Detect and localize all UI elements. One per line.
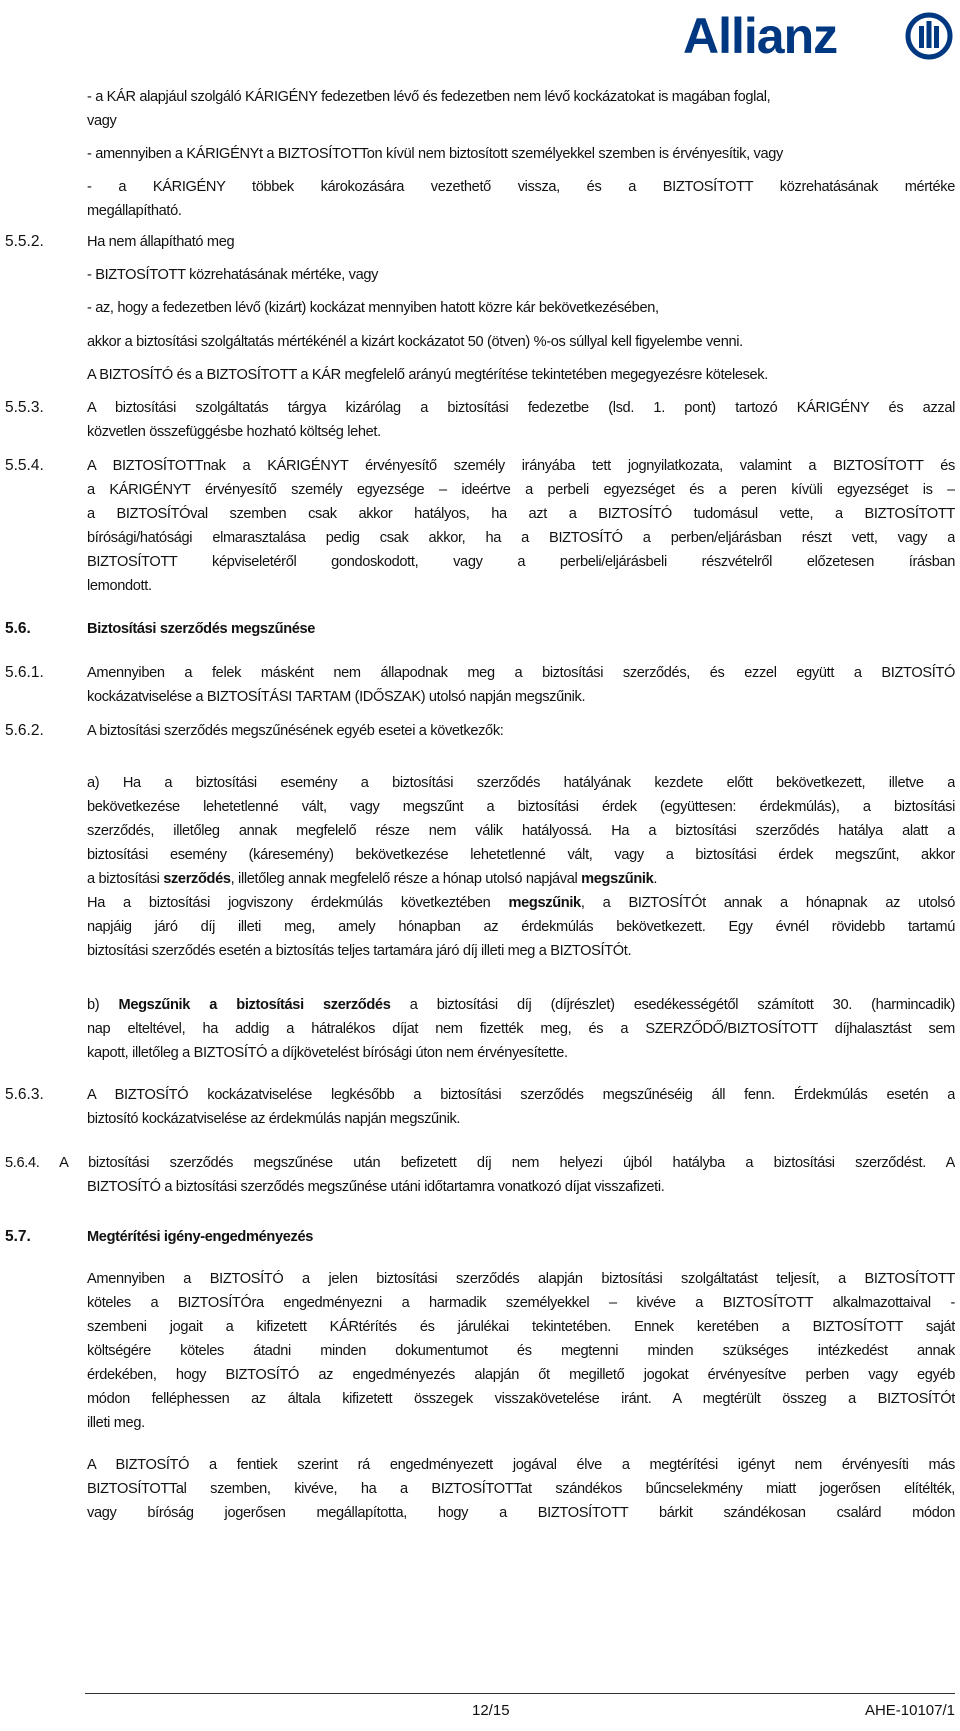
section-number: 5.6.1. [5,664,44,681]
text-line: biztosító kockázatviselése az érdekmúlás napján megszűnik. [87,1111,461,1127]
text-line: napjáig járó díj illeti meg, amely hónapban az érdekmúlás bekövetkezett. Egy évnél rövidebb tartamú [87,919,955,935]
text-line: A biztosítási szerződés megszűnésének egyéb esetei a következők: [87,723,504,739]
text-line: 5.6.4. A biztosítási szerződés megszűnése után befizetett díj nem helyezi újból hatályba a biztosítási szerződést. A [5,1155,955,1171]
text-line: a KÁRIGÉNYT érvényesítő személy egyezsége – ideértve a perbeli egyezséget és a peren kívüli egyezséget is – [87,482,955,498]
text-line: biztosítási esemény (káresemény) bekövetkezése lehetetlenné vált, vagy a biztosítási érdek megszűnt, akkor [87,847,955,863]
text-line [87,891,955,915]
section-number: 5.7. [5,1228,31,1245]
text-run: , illetőleg annak megfelelő része a hónap utolsó napjával [230,871,582,887]
text-line: - az, hogy a fedezetben lévő (kizárt) kockázat mennyiben hatott közre kár bekövetkezésében, [87,300,659,316]
text-line: - amennyiben a KÁRIGÉNYt a BIZTOSÍTOTTon kívül nem biztosított személyekkel szemben is érvényesítik, vagy [87,146,783,162]
text-line: megállapítható. [87,203,182,219]
text-line: költségére köteles átadni minden dokumentumot és megtenni minden szükséges intézkedést annak [87,1343,955,1359]
text-line: lemondott. [87,578,152,594]
text-run: a biztosítási [87,871,164,887]
text-line: vagy bíróság jogerősen megállapította, hogy a BIZTOSÍTOTT bárkit szándékosan csalárd módon [87,1505,955,1521]
text-line: vagy [87,113,117,129]
text-line: biztosítási szerződés esetén a biztosítás teljes tartamára járó díj illeti meg a BIZTOSÍTÓt. [87,943,632,959]
section-number: 5.6. [5,620,31,637]
text-line: A BIZTOSÍTÓ kockázatviselése legkésőbb a biztosítási szerződés megszűnéséig áll fenn. Érdekmúlás esetén a [87,1087,955,1103]
text-line: akkor a biztosítási szolgáltatás mértékénél a kizárt kockázatot 50 (ötven) %-os súllyal kell figyelembe venni. [87,334,743,350]
footer-divider [85,1693,955,1694]
section-number: 5.5.3. [5,399,44,416]
text-line: - a KÁR alapjául szolgáló KÁRIGÉNY fedezetben lévő és fedezetben nem lévő kockázatokat is magában foglal, [87,89,771,105]
text-line: - a KÁRIGÉNY többek károkozására vezethető vissza, és a BIZTOSÍTOTT közrehatásának mértéke [87,179,955,195]
text-line: szerződés, illetőleg annak megfelelő része nem válik hatályossá. Ha a biztosítási szerződés hatálya alatt a [87,823,955,839]
text-run: a biztosítási díj (díjrészlet) esedékességétől számított 30. (harmincadik) [390,997,955,1013]
text-line: A BIZTOSÍTOTTnak a KÁRIGÉNYT érvényesítő személy irányába tett jognyilatkozata, valamint a BIZTOSÍTOTT és [87,458,955,474]
text-run-bold: megszűnik [508,895,581,911]
text-line: bírósági/hatósági elmarasztalása pedig csak akkor, ha a BIZTOSÍTÓ a perben/eljárásban részt vett, vagy a [87,530,955,546]
text-line: A BIZTOSÍTÓ a fentiek szerint rá engedményezett jogával élve a megtérítési igényt nem érvényesíti más [87,1457,955,1473]
text-run-bold: megszűnik [581,871,654,887]
text-line: szembeni jogait a kifizetett KÁRtérítés és járulékai tekintetében. Ennek keretében a BIZTOSÍTOTT saját [87,1319,955,1335]
text-run: , a BIZTOSÍTÓt annak a hónapnak az utolsó [580,895,955,911]
text-line: A biztosítási szolgáltatás tárgya kizárólag a biztosítási fedezetbe (lsd. 1. pont) tartozó KÁRIGÉNY és azzal [87,400,955,416]
text-line: illeti meg. [87,1415,145,1431]
text-line: bekövetkezése lehetetlenné vált, vagy megszűnt a biztosítási érdek (együttesen: érdekmúlás), a biztosítási [87,799,955,815]
text-line: közvetlen összefüggésbe hozható költség lehet. [87,424,381,440]
page-number: 12/15 [472,1702,510,1719]
text-line: - BIZTOSÍTOTT közrehatásának mértéke, vagy [87,267,379,283]
text-line: BIZTOSÍTOTT képviseletéről gondoskodott, vagy a perbeli/eljárásbeli részvételről előzetesen írásban [87,554,955,570]
brand-wordmark: Allianz [683,8,838,64]
text-line: BIZTOSÍTOTTal szemben, kivéve, ha a BIZTOSÍTOTTat szándékos bűncselekmény miatt jogerősen elítélték, [87,1481,955,1497]
text-line: BIZTOSÍTÓ a biztosítási szerződés megszűnése utáni időtartamra vonatkozó díjat visszafizeti. [87,1179,665,1195]
section-heading: Megtérítési igény-engedményezés [87,1229,313,1245]
allianz-eagle-icon [905,12,953,60]
section-number: 5.5.4. [5,457,44,474]
text-run-bold: Megszűnik a biztosítási szerződés [118,997,391,1013]
document-code: AHE-10107/1 [864,1702,955,1719]
text-line: Ha nem állapítható meg [87,234,235,250]
section-number: 5.5.2. [5,233,44,250]
text-run: Ha a biztosítási jogviszony érdekmúlás következtében [87,895,509,911]
section-number: 5.6.3. [5,1086,44,1103]
text-run-bold: szerződés [163,871,231,887]
text-line: a) Ha a biztosítási esemény a biztosítási szerződés hatályának kezdete előtt bekövetkezett, illetve a [87,775,955,791]
allianz-logo [683,6,953,66]
text-run: . [653,871,658,887]
text-line: kapott, illetőleg a BIZTOSÍTÓ a díjkövetelést bírósági úton nem érvényesítette. [87,1045,568,1061]
text-line [87,867,955,891]
text-line: nap elteltével, ha addig a hátralékos díjat nem fizették meg, és a SZERZŐDŐ/BIZTOSÍTOTT díjhalasztást sem [87,1021,955,1037]
text-line: a BIZTOSÍTÓval szemben csak akkor hatályos, ha azt a BIZTOSÍTÓ tudomásul vette, a BIZTOSÍTOTT [87,506,955,522]
text-line [87,993,955,1017]
section-number: 5.6.2. [5,722,44,739]
text-line: kockázatviselése a BIZTOSÍTÁSI TARTAM (IDŐSZAK) utolsó napján megszűnik. [87,689,586,705]
text-line: Amennyiben a BIZTOSÍTÓ a jelen biztosítási szerződés alapján biztosítási szolgáltatást teljesít, a BIZTOSÍTOTT [87,1271,955,1287]
text-line: Amennyiben a felek másként nem állapodnak meg a biztosítási szerződés, és ezzel együtt a BIZTOSÍTÓ [87,665,955,681]
text-run: b) [87,997,119,1013]
text-line: módon felléphessen az általa kifizetett összegek visszakövetelése iránt. A megtérült összeg a BIZTOSÍTÓt [87,1391,955,1407]
text-line: érdekében, hogy BIZTOSÍTÓ az engedményezés alapján őt megillető jogokat érvényesítve perben vagy egyéb [87,1367,955,1383]
section-heading: Biztosítási szerződés megszűnése [87,621,316,637]
text-line: A BIZTOSÍTÓ és a BIZTOSÍTOTT a KÁR megfelelő arányú megtérítése tekintetében megegyezésre kötelesek. [87,367,768,383]
text-line: köteles a BIZTOSÍTÓra engedményezni a harmadik személyekkel – kivéve a BIZTOSÍTOTT alkalmazottaival - [87,1295,955,1311]
